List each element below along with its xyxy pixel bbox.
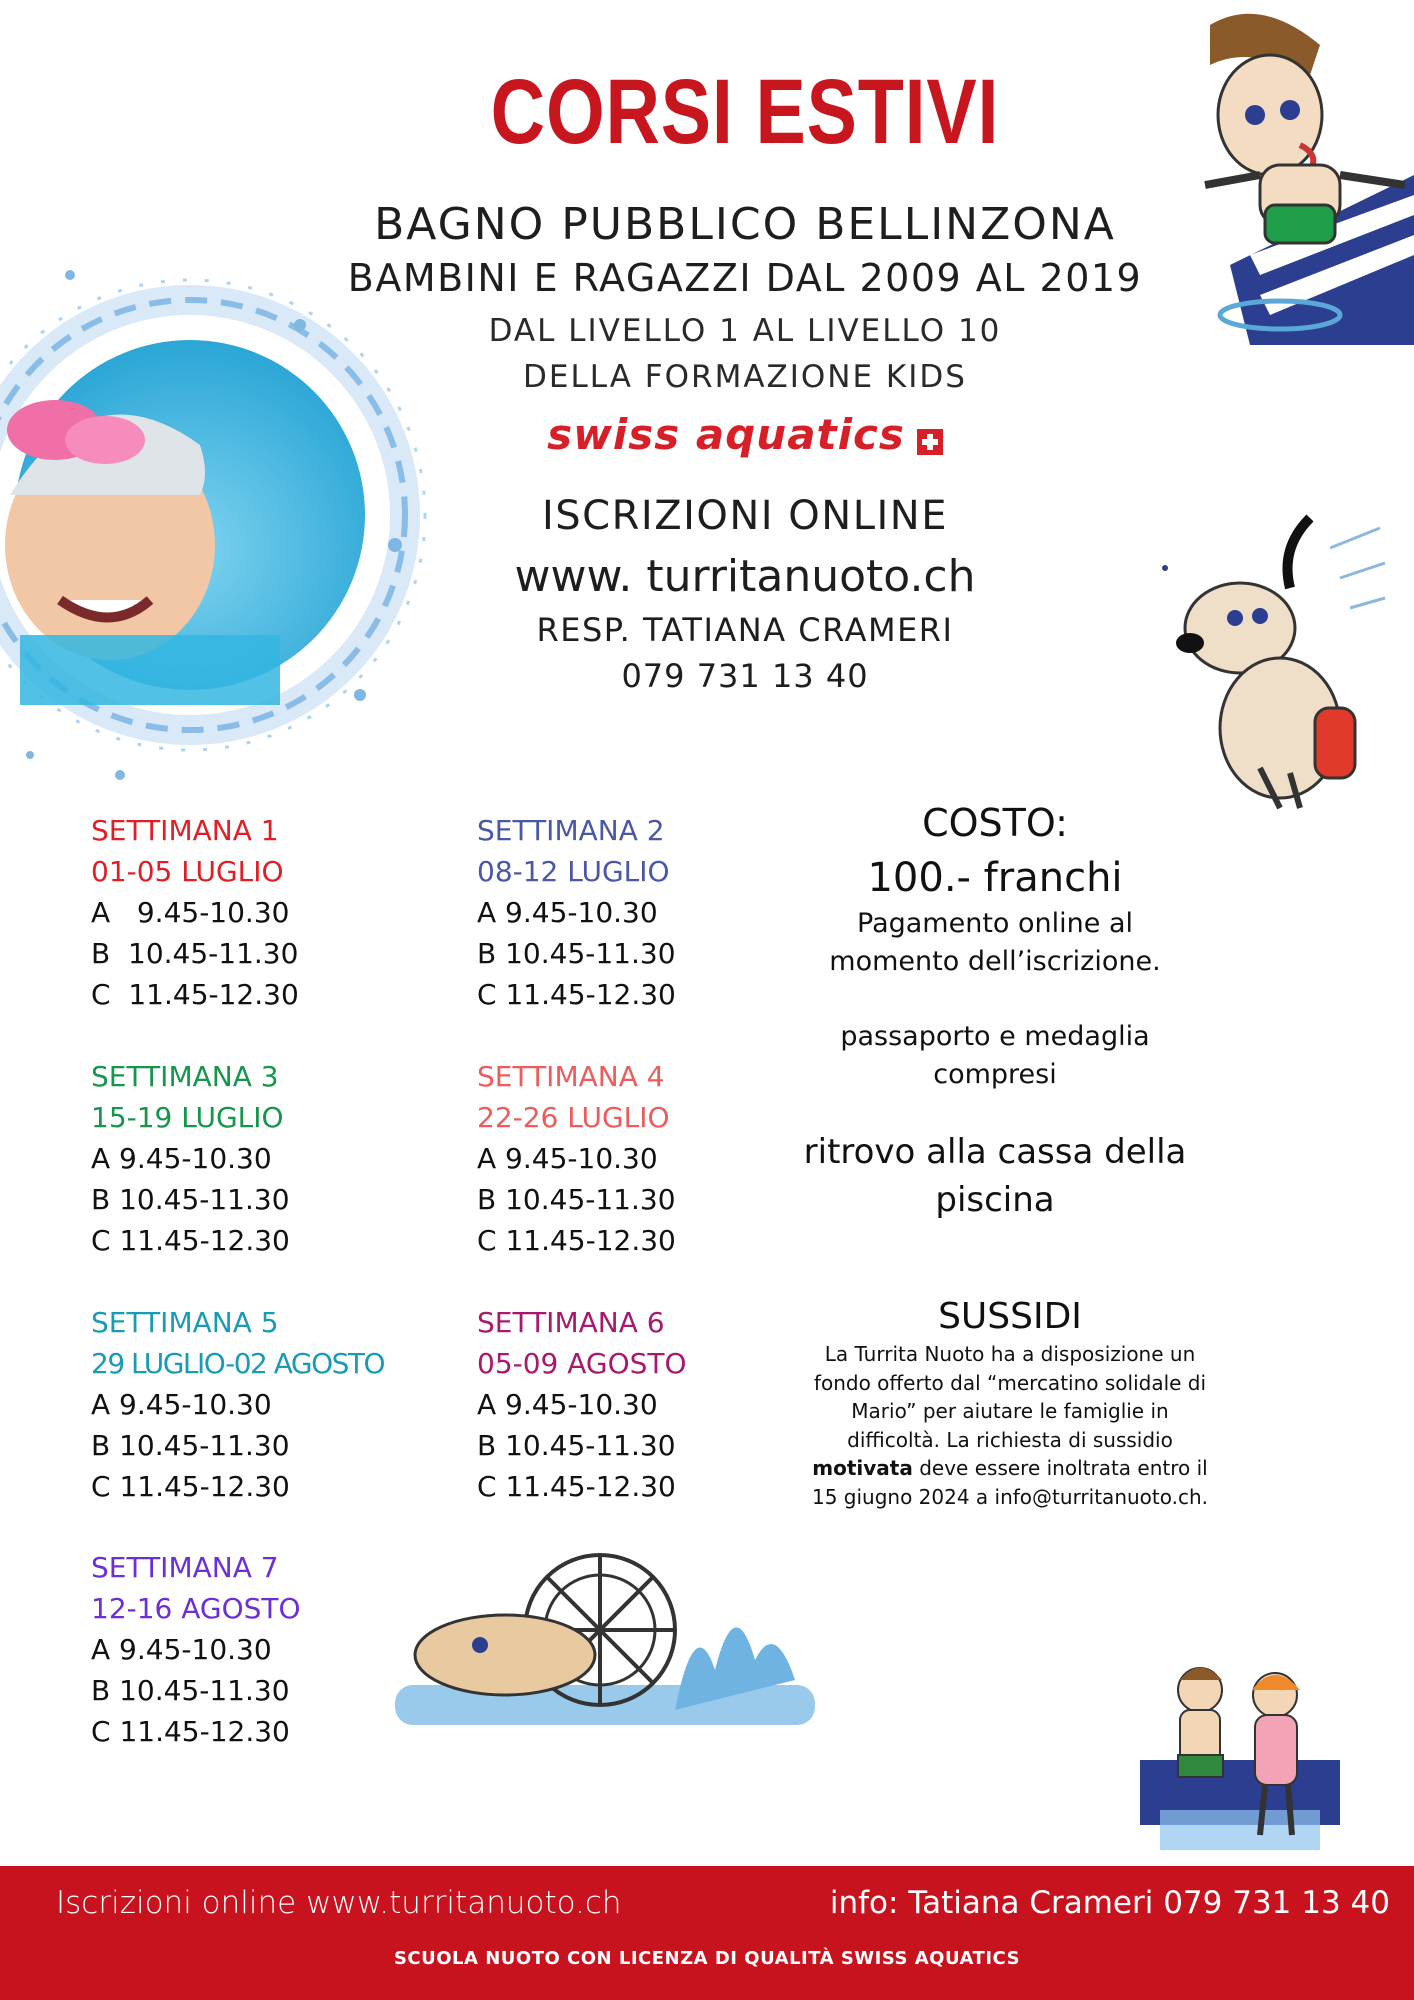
- water-splash-ring-icon: [0, 215, 440, 795]
- week-block-5: [91, 1302, 451, 1507]
- dog-diver-icon: [1160, 508, 1390, 813]
- brand-text: swiss aquatics: [547, 410, 905, 459]
- slot-c: C 11.45-12.30: [477, 978, 676, 1011]
- week-dates: 08-12 LUGLIO: [477, 855, 670, 888]
- slot-c: C 11.45-12.30: [91, 1470, 290, 1503]
- week-block-3: [91, 1056, 451, 1261]
- slot-b: B 10.45-11.30: [91, 937, 299, 970]
- week-block-6: [477, 1302, 837, 1507]
- week-dates: 01-05 LUGLIO: [91, 855, 284, 888]
- week-block-7: [91, 1547, 451, 1752]
- week-dates: 05-09 AGOSTO: [477, 1347, 687, 1380]
- week-dates: 29 LUGLIO-02 AGOSTO: [91, 1347, 385, 1380]
- cost-value: 100.- franchi: [867, 855, 1123, 901]
- responsible-contact: RESP. TATIANA CRAMERI: [536, 611, 954, 649]
- included-note: passaporto e medaglia compresi: [840, 1021, 1150, 1090]
- subsidies-text-end: deve essere inoltrata entro il 15 giugno 2024 a info@turritanuoto.ch.: [811, 1456, 1209, 1509]
- week-label: SETTIMANA 2: [477, 814, 665, 847]
- slot-b: B 10.45-11.30: [91, 1429, 290, 1462]
- meeting-point-note: ritrovo alla cassa della piscina: [803, 1132, 1187, 1220]
- level-heading: DAL LIVELLO 1 AL LIVELLO 10: [488, 313, 1002, 349]
- program-heading: DELLA FORMAZIONE KIDS: [523, 359, 967, 395]
- phone-number: 079 731 13 40: [621, 657, 869, 695]
- swiss-flag-icon: [917, 429, 943, 455]
- slot-c: C 11.45-12.30: [477, 1470, 676, 1503]
- slot-c: C 11.45-12.30: [91, 1224, 290, 1257]
- week-block-2: [477, 810, 837, 1015]
- week-label: SETTIMANA 5: [91, 1306, 279, 1339]
- week-block-1: [91, 810, 451, 1015]
- slot-a: A 9.45-10.30: [91, 1633, 272, 1666]
- website-link[interactable]: www. turritanuoto.ch: [514, 551, 976, 602]
- swiss-aquatics-logo: [540, 410, 950, 470]
- slot-b: B 10.45-11.30: [477, 1429, 676, 1462]
- slot-c: C 11.45-12.30: [91, 978, 299, 1011]
- page-title: CORSI ESTIVI: [490, 61, 1000, 163]
- payment-note: Pagamento online al momento dell’iscrizione.: [829, 908, 1161, 977]
- footer-license-note: SCUOLA NUOTO CON LICENZA DI QUALITÀ SWISS AQUATICS: [393, 1948, 1021, 1969]
- week-label: SETTIMANA 3: [91, 1060, 279, 1093]
- week-dates: 22-26 LUGLIO: [477, 1101, 670, 1134]
- subsidies-text-start: La Turrita Nuoto ha a disposizione un fondo offerto dal “mercatino solidale di Mario” per aiutare le famiglie in difficoltà. La richiesta di sussidio: [813, 1342, 1207, 1452]
- week-label: SETTIMANA 7: [91, 1551, 279, 1584]
- week-block-4: [477, 1056, 837, 1261]
- venue-heading: BAGNO PUBBLICO BELLINZONA: [374, 199, 1116, 250]
- subsidies-text: [810, 1340, 1210, 1511]
- slot-a: A 9.45-10.30: [91, 896, 290, 929]
- paddle-wheel-animal-icon: [395, 1550, 815, 1730]
- subsidies-heading: SUSSIDI: [938, 1296, 1082, 1337]
- week-label: SETTIMANA 4: [477, 1060, 665, 1093]
- slot-a: A 9.45-10.30: [477, 1142, 658, 1175]
- week-dates: 15-19 LUGLIO: [91, 1101, 284, 1134]
- cost-heading: COSTO:: [922, 801, 1068, 845]
- slot-b: B 10.45-11.30: [91, 1674, 290, 1707]
- slot-a: A 9.45-10.30: [91, 1142, 272, 1175]
- slot-c: C 11.45-12.30: [477, 1224, 676, 1257]
- slot-b: B 10.45-11.30: [477, 1183, 676, 1216]
- slot-a: A 9.45-10.30: [477, 896, 658, 929]
- slot-a: A 9.45-10.30: [91, 1388, 272, 1421]
- footer-contact: info: Tatiana Crameri 079 731 13 40: [829, 1885, 1390, 1921]
- kids-poolside-icon: [1140, 1650, 1345, 1860]
- slot-b: B 10.45-11.30: [477, 937, 676, 970]
- online-registration-heading: ISCRIZIONI ONLINE: [541, 493, 948, 539]
- slot-c: C 11.45-12.30: [91, 1715, 290, 1748]
- age-heading: BAMBINI E RAGAZZI DAL 2009 AL 2019: [347, 256, 1143, 300]
- footer-registration-link[interactable]: Iscrizioni online www.turritanuoto.ch: [56, 1885, 622, 1921]
- week-label: SETTIMANA 6: [477, 1306, 665, 1339]
- subsidies-text-bold: motivata: [812, 1456, 913, 1480]
- slot-a: A 9.45-10.30: [477, 1388, 658, 1421]
- week-label: SETTIMANA 1: [91, 814, 279, 847]
- week-dates: 12-16 AGOSTO: [91, 1592, 301, 1625]
- slot-b: B 10.45-11.30: [91, 1183, 290, 1216]
- boy-diver-icon: [1190, 5, 1414, 345]
